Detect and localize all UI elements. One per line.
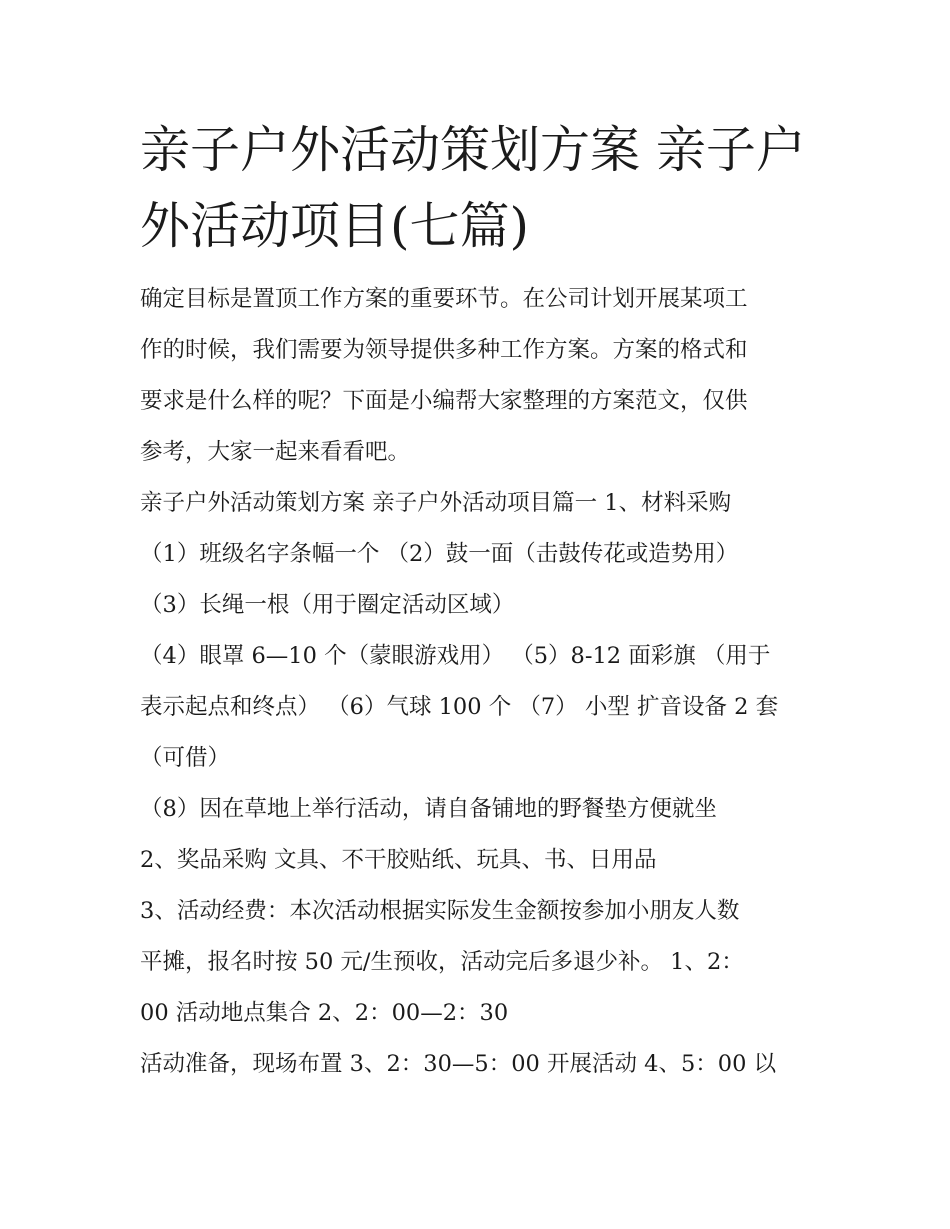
body-line: 平摊，报名时按 50 元/生预收，活动完后多退少补。 1、2： (140, 949, 744, 975)
body-line: 00 活动地点集合 2、2：00—2：30 (140, 1000, 509, 1026)
body-line: 作的时候，我们需要为领导提供多种工作方案。方案的格式和 (140, 337, 748, 363)
body-line: 活动准备，现场布置 3、2：30—5：00 开展活动 4、5：00 以 (140, 1051, 777, 1077)
body-line: （1）班级名字条幅一个 （2）鼓一面（击鼓传花或造势用） (140, 541, 739, 567)
document-body (140, 274, 820, 1090)
document-title (140, 112, 820, 264)
body-line: （4）眼罩 6—10 个（蒙眼游戏用） （5）8-12 面彩旗 （用于 (140, 643, 771, 669)
body-line: （8）因在草地上举行活动，请自备铺地的野餐垫方便就坐 (140, 796, 717, 822)
body-line: 表示起点和终点） （6）气球 100 个 （7） 小型 扩音设备 2 套 (140, 694, 779, 720)
body-line: 要求是什么样的呢？下面是小编帮大家整理的方案范文，仅供 (140, 388, 748, 414)
body-line: 2、奖品采购 文具、不干胶贴纸、玩具、书、日用品 (140, 847, 657, 873)
document-page (140, 112, 820, 1090)
body-line: （3）长绳一根（用于圈定活动区域） (140, 592, 515, 618)
body-line: 确定目标是置顶工作方案的重要环节。在公司计划开展某项工 (140, 286, 748, 312)
title-line-2: 外活动项目(七篇) (140, 197, 530, 255)
body-line: 亲子户外活动策划方案 亲子户外活动项目篇一 1、材料采购 (140, 490, 732, 516)
body-line: 3、活动经费：本次活动根据实际发生金额按参加小朋友人数 (140, 898, 740, 924)
body-line: （可借） (140, 745, 231, 771)
title-line-1: 亲子户外活动策划方案 亲子户 (140, 121, 806, 179)
body-line: 参考，大家一起来看看吧。 (140, 439, 411, 465)
